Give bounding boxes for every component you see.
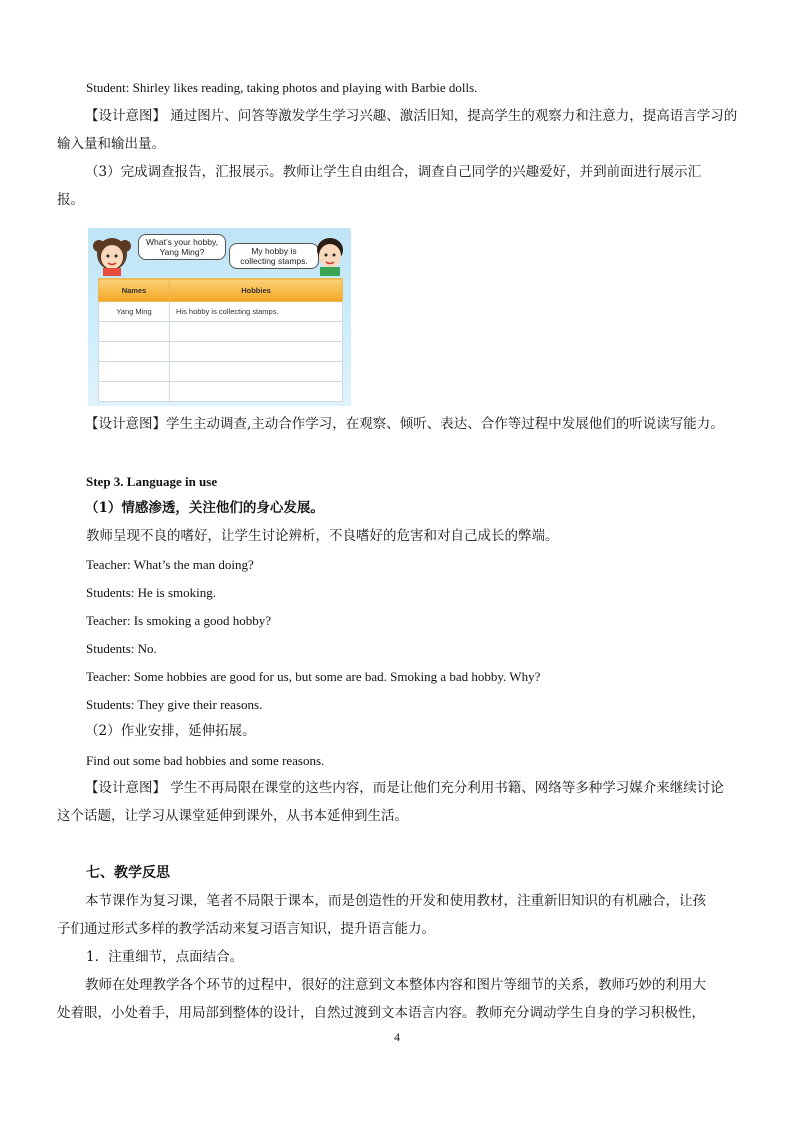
table-row bbox=[99, 322, 343, 342]
table-cell bbox=[170, 362, 343, 382]
paragraph-line: （3）完成调查报告，汇报展示。教师让学生自由组合，调查自己同学的兴趣爱好，并到前面进行展示汇 bbox=[85, 164, 702, 180]
table-cell bbox=[170, 322, 343, 342]
page-number: 4 bbox=[394, 1030, 400, 1044]
survey-illustration bbox=[88, 228, 351, 406]
paragraph-line: 本节课作为复习课，笔者不局限于课本，而是创造性的开发和使用教材，注重新旧知识的有机融合，让孩 bbox=[85, 893, 706, 909]
dialogue-line: Students: They give their reasons. bbox=[86, 697, 263, 712]
dialogue-line: Teacher: Some hobbies are good for us, but some are bad. Smoking a bad hobby. Why? bbox=[86, 669, 541, 684]
paragraph-line: 子们通过形式多样的教学活动来复习语言知识，提升语言能力。 bbox=[57, 921, 435, 937]
design-intent: 【设计意图】学生主动调查,主动合作学习，在观察、倾听、表达、合作等过程中发展他们的听说读写能力。 bbox=[85, 416, 724, 432]
table-row bbox=[99, 362, 343, 382]
paragraph-line: Find out some bad hobbies and some reasons. bbox=[86, 753, 325, 768]
table-cell: Yang Ming bbox=[99, 302, 170, 322]
dialogue-line: Teacher: What’s the man doing? bbox=[86, 557, 254, 572]
dialogue-line: Teacher: Is smoking a good hobby? bbox=[86, 613, 272, 628]
table-cell bbox=[99, 382, 170, 402]
design-intent: 【设计意图】 学生不再局限在课堂的这些内容，而是让他们充分利用书籍、网络等多种学习媒介来继续讨论 bbox=[85, 780, 724, 796]
table-cell bbox=[99, 322, 170, 342]
table-cell bbox=[99, 342, 170, 362]
paragraph-line: 教师在处理教学各个环节的过程中，很好的注意到文本整体内容和图片等细节的关系，教师巧妙的利用大 bbox=[85, 977, 706, 993]
speech-bubble-girl: What’s your hobby, Yang Ming? bbox=[138, 234, 226, 260]
paragraph-line: 报。 bbox=[57, 192, 84, 208]
step-heading: Step 3. Language in use bbox=[86, 474, 218, 489]
survey-table bbox=[98, 278, 343, 402]
table-header-hobbies: Hobbies bbox=[170, 279, 343, 302]
table-row bbox=[99, 302, 343, 322]
table-row bbox=[99, 342, 343, 362]
paragraph-line: 输入量和输出量。 bbox=[57, 136, 165, 152]
paragraph-line: 教师呈现不良的嗜好，让学生讨论辨析，不良嗜好的危害和对自己成长的弊端。 bbox=[86, 528, 559, 544]
table-cell bbox=[170, 342, 343, 362]
paragraph-line: 处着眼，小处着手，用局部到整体的设计，自然过渡到文本语言内容。教师充分调动学生自身的学习积极性， bbox=[57, 1005, 705, 1021]
sub-heading: （1）情感渗透，关注他们的身心发展。 bbox=[85, 500, 324, 516]
section-heading: 七、教学反思 bbox=[86, 865, 170, 881]
sub-heading: 1．注重细节，点面结合。 bbox=[86, 949, 244, 965]
table-cell: His hobby is collecting stamps. bbox=[170, 302, 343, 322]
sub-heading: （2）作业安排，延伸拓展。 bbox=[85, 723, 256, 739]
dialogue-line: Student: Shirley likes reading, taking photos and playing with Barbie dolls. bbox=[86, 80, 478, 95]
paragraph-line: 这个话题，让学习从课堂延伸到课外，从书本延伸到生活。 bbox=[57, 808, 408, 824]
table-cell bbox=[99, 362, 170, 382]
dialogue-line: Students: He is smoking. bbox=[86, 585, 217, 600]
table-header-names: Names bbox=[99, 279, 170, 302]
boy-icon bbox=[312, 234, 348, 276]
table-row bbox=[99, 382, 343, 402]
table-cell bbox=[170, 382, 343, 402]
design-intent: 【设计意图】 通过图片、问答等激发学生学习兴趣、激活旧知，提高学生的观察力和注意力，提高语言学习的 bbox=[85, 108, 738, 124]
dialogue-line: Students: No. bbox=[86, 641, 157, 656]
girl-icon bbox=[92, 232, 132, 276]
speech-bubble-boy: My hobby is collecting stamps. bbox=[229, 243, 319, 269]
